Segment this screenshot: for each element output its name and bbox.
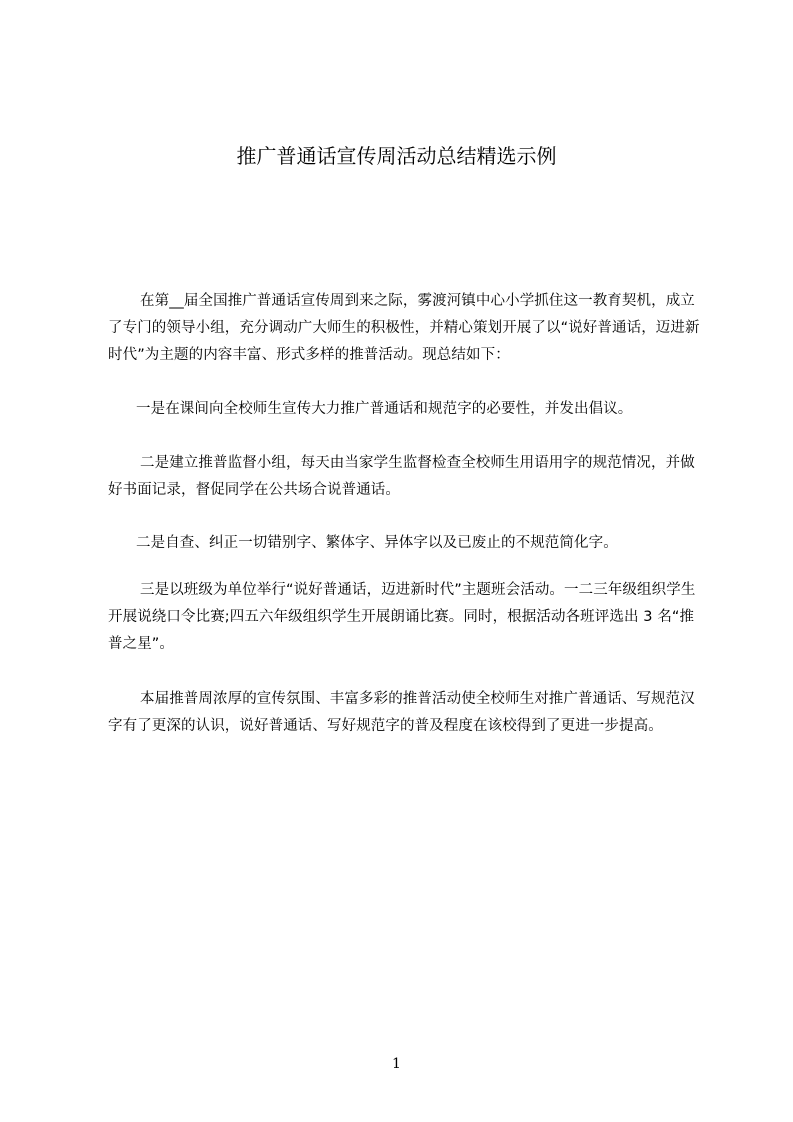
paragraph-intro: 在第__届全国推广普通话宣传周到来之际，雾渡河镇中心小学抓住这一教育契机，成立了专门的领导小组，充分调动广大师生的积极性，并精心策划开展了以“说好普通话，迈进新时代”为主题的内容丰富、形式多样的推普活动。现总结如下：: [108, 293, 700, 363]
page-title: 推广普通话宣传周活动总结精选示例: [236, 144, 557, 168]
paragraph-item-2: 二是建立推普监督小组，每天由当家学生监督检查全校师生用语用字的规范情况，并做好书面记录，督促同学在公共场合说普通话。: [108, 455, 695, 498]
paragraph-item-1: 一是在课间向全校师生宣传大力推广普通话和规范字的必要性，并发出倡议。: [136, 401, 633, 417]
paragraph-item-4: 三是以班级为单位举行“说好普通话，迈进新时代”主题班会活动。一二三年级组织学生开展说绕口令比赛;四五六年级组织学生开展朗诵比赛。同时，根据活动各班评选出 3 名“推普之星”。: [108, 582, 696, 652]
paragraph-item-3: 二是自查、纠正一切错别字、繁体字、异体字以及已废止的不规范简化字。: [136, 535, 618, 551]
paragraph-conclusion: 本届推普周浓厚的宣传氛围、丰富多彩的推普活动使全校师生对推广普通话、写规范汉字有了更深的认识，说好普通话、写好规范字的普及程度在该校得到了更进一步提高。: [108, 691, 695, 734]
page-number: 1: [392, 1056, 401, 1072]
